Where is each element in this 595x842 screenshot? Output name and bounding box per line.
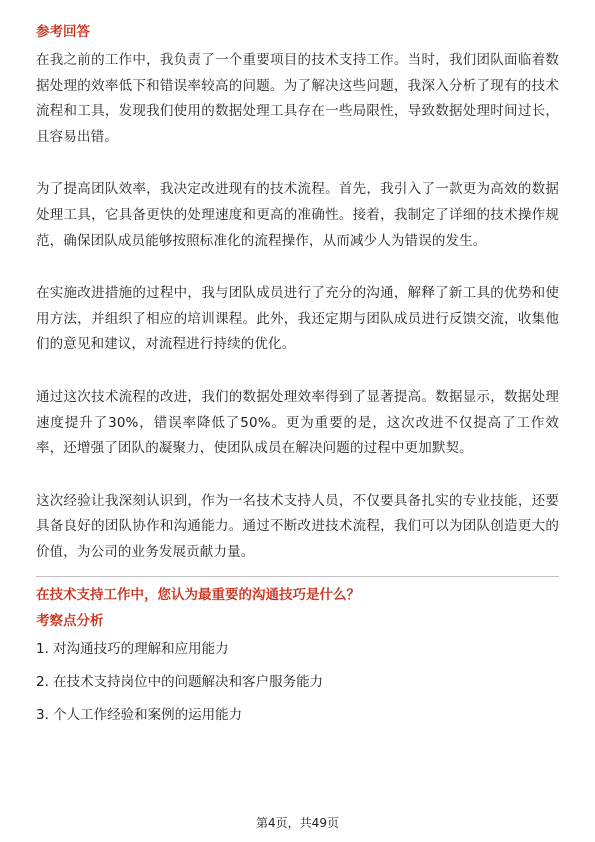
analysis-points-list: [36, 637, 559, 728]
answer-paragraph-1: 在我之前的工作中，我负责了一个重要项目的技术支持工作。当时，我们团队面临着数据处理的效率低下和错误率较高的问题。为了解决这些问题，我深入分析了现有的技术流程和工具，发现我们使用的数据处理工具存在一些局限性，导致数据处理时间过长，且容易出错。: [36, 52, 559, 145]
answer-paragraph-3: 在实施改进措施的过程中，我与团队成员进行了充分的沟通，解释了新工具的优势和使用方法，并组织了相应的培训课程。此外，我还定期与团队成员进行反馈交流，收集他们的意见和建议，对流程进行持续的优化。: [36, 285, 559, 353]
page-number-footer: 第4页，共49页: [256, 816, 339, 830]
analysis-point: 3. 个人工作经验和案例的运用能力: [36, 706, 243, 723]
answer-paragraph-4: 通过这次技术流程的改进，我们的数据处理效率得到了显著提高。数据显示，数据处理速度提升了30%，错误率降低了50%。更为重要的是，这次改进不仅提高了工作效率，还增强了团队的凝聚力，使团队成员在解决问题的过程中更加默契。: [36, 388, 559, 457]
section-divider: [36, 576, 559, 577]
answer-paragraph-2: 为了提高团队效率，我决定改进现有的技术流程。首先，我引入了一款更为高效的数据处理工具，它具备更快的处理速度和更高的准确性。接着，我制定了详细的技术操作规范，确保团队成员能够按照标准化的流程操作，从而减少人为错误的发生。: [36, 181, 559, 249]
analysis-point: 1. 对沟通技巧的理解和应用能力: [36, 640, 229, 657]
answer-paragraph-5: 这次经验让我深刻认识到，作为一名技术支持人员，不仅要具备扎实的专业技能，还要具备良好的团队协作和沟通能力。通过不断改进技术流程，我们可以为团队创造更大的价值，为公司的业务发展贡献力量。: [36, 492, 559, 560]
analysis-point: 2. 在技术支持岗位中的问题解决和客户服务能力: [36, 673, 324, 690]
question-heading: 在技术支持工作中，您认为最重要的沟通技巧是什么？: [36, 586, 360, 603]
answer-heading: 参考回答: [36, 24, 90, 40]
page-content: [36, 22, 559, 736]
analysis-heading: 考察点分析: [36, 612, 104, 629]
